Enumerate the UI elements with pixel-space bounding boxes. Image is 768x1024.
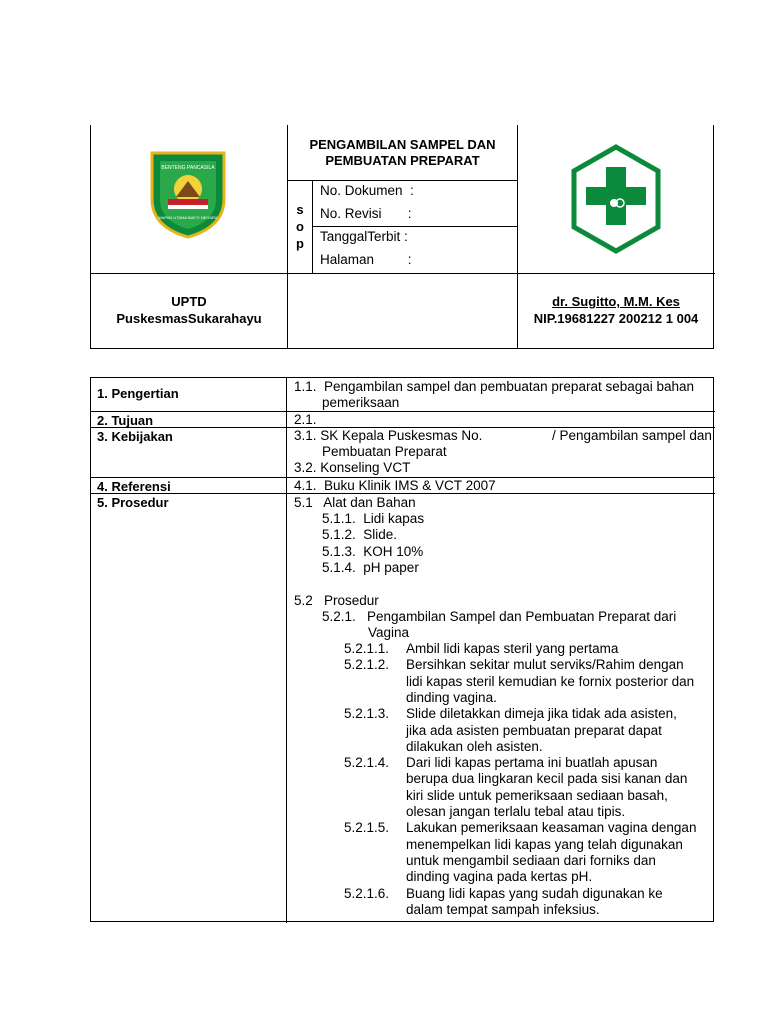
step-text: Bersihkan sekitar mulut serviks/Rahim dengan [406,657,684,673]
step-text: kiri slide untuk pemeriksaan sediaan basah, [406,787,668,803]
step-number: 5.2.1.4. [344,755,390,771]
alat-item: 5.1.3. KOH 10% [322,543,424,559]
step-text: untuk mengambil sediaan dari forniks dan [406,852,656,868]
signer-block [517,293,715,327]
step-number: 5.2.1.2. [344,657,390,673]
puskesmas-logo [568,143,664,255]
label-tujuan: 2. Tujuan [97,413,154,428]
prosedur-title: 5.2 Prosedur [294,593,379,608]
step-number: 5.2.1.5. [344,820,390,836]
step-text: lidi kapas steril kemudian ke fornix posterior dan [406,673,695,689]
step-number: 5.2.1.3. [344,706,390,722]
regional-emblem-logo [146,147,230,239]
step-text: Lakukan pemeriksaan keasaman vagina dengan [406,820,697,836]
alat-item: 5.1.4. pH paper [322,560,419,576]
step-text: dilakukan oleh asisten. [406,738,543,754]
pengertian-text: 1.1. Pengambilan sampel dan pembuatan preparat sebagai bahan [294,379,695,394]
label-referensi: 4. Referensi [97,479,171,494]
organization-name: UPTD PuskesmasSukarahayu [116,294,262,326]
step-text: berupa dua lingkaran kecil pada sisi kanan dan [406,771,688,787]
step-text: dalam tempat sampah infeksius. [406,901,600,917]
step-text: Slide diletakkan dimeja jika tidak ada asisten, [406,706,677,722]
referensi-text: 4.1. Buku Klinik IMS & VCT 2007 [294,478,496,493]
step-number: 5.2.1.1. [344,641,390,656]
step-text: dinding vagina pada kertas pH. [406,869,593,885]
doc-number: No. Dokumen : [320,183,414,198]
document-title [287,137,518,169]
sop-content-table: 1. Pengertian 2. Tujuan 3. Kebijakan 4. Referensi 5. Prosedur 1.1. Pengambilan sampel dan pembuatan preparat sebagai bahan pemeriksaan 2.1. 3.1. SK Kepala Puskesmas No. / Pengambilan sampel dan Pembuatan Preparat 3.2. Konseling VCT 4.1. Buku Klinik IMS & VCT 2007 5.1 Alat dan Bahan 5.1.1. Lidi kapas 5.1.2. Slide. 5.1.3. KOH 10% 5.1.4. pH paper 5.2 Prosedur 5.2.1. Pengambilan Sampel dan Pembuatan Preparat dari Vagina 5.2.1.1. Ambil lidi kapas steril yang pertama 5.2.1.2. Bersihkan sekitar mulut serviks/Rahim dengan lidi kapas steril kemudian ke fornix posterior dan dinding vagina. 5.2.1.3. Slide diletakkan dimeja jika tidak ada asisten, jika ada asisten pembuatan preparat dapat dilakukan oleh asisten. 5.2.1.4. Dari lidi kapas pertama ini buatlah apusan berupa dua lingkaran kecil pada sisi kanan dan kiri slide untuk pemeriksaan sediaan basah, olesan jangan terlalu tebal atau tipis. 5.2.1.5. Lakukan pemeriksaan keasaman vagina dengan menempelkan lidi kapas yang telah digunakan untuk mengambil sediaan dari forniks dan dinding vagina pada kertas pH. 5.2.1.6. Buang lidi kapas yang sudah digunakan ke dalam tempat sampah infeksius. [90,377,714,922]
kebijakan-text: 3.1. SK Kepala Puskesmas No. [294,428,483,443]
step-text: Dari lidi kapas pertama ini buatlah apusan [406,755,658,771]
label-prosedur: 5. Prosedur [97,495,169,510]
signer-name: dr. Sugitto, M.M. Kes [552,294,680,309]
step-text: Ambil lidi kapas steril yang pertama [406,641,619,656]
sop-label: s o p [296,202,304,251]
tujuan-text: 2.1. [294,412,317,427]
doc-date: TanggalTerbit : [320,229,408,244]
sop-header [90,125,714,349]
alat-item: 5.1.1. Lidi kapas [322,511,425,526]
doc-page: Halaman : [320,252,412,267]
step-number: 5.2.1.6. [344,885,390,901]
document-metadata [320,179,414,271]
title-line-1: PENGAMBILAN SAMPEL DAN [309,137,496,152]
label-kebijakan: 3. Kebijakan [97,429,173,444]
step-text: Buang lidi kapas yang sudah digunakan ke [406,885,663,901]
step-text: dinding vagina. [406,689,497,705]
doc-revision: No. Revisi : [320,206,412,221]
logo-text-bottom: MAPAN UTAMA BAKTI NEGARA [158,215,218,220]
step-text: jika ada asisten pembuatan preparat dapat [406,722,662,738]
label-pengertian: 1. Pengertian [97,386,179,401]
alat-item: 5.1.2. Slide. [322,527,398,543]
logo-text-top: BENTENG PANCASILA [161,165,215,171]
title-line-2: PEMBUATAN PREPARAT [325,153,480,168]
signer-nip: NIP.19681227 200212 1 004 [533,311,699,326]
step-text: menempelkan lidi kapas yang telah digunakan [406,836,683,852]
subprosedur-title: 5.2.1. Pengambilan Sampel dan Pembuatan Preparat dari [322,609,677,624]
alat-title: 5.1 Alat dan Bahan [294,495,416,510]
step-text: olesan jangan terlalu tebal atau tipis. [406,804,626,819]
